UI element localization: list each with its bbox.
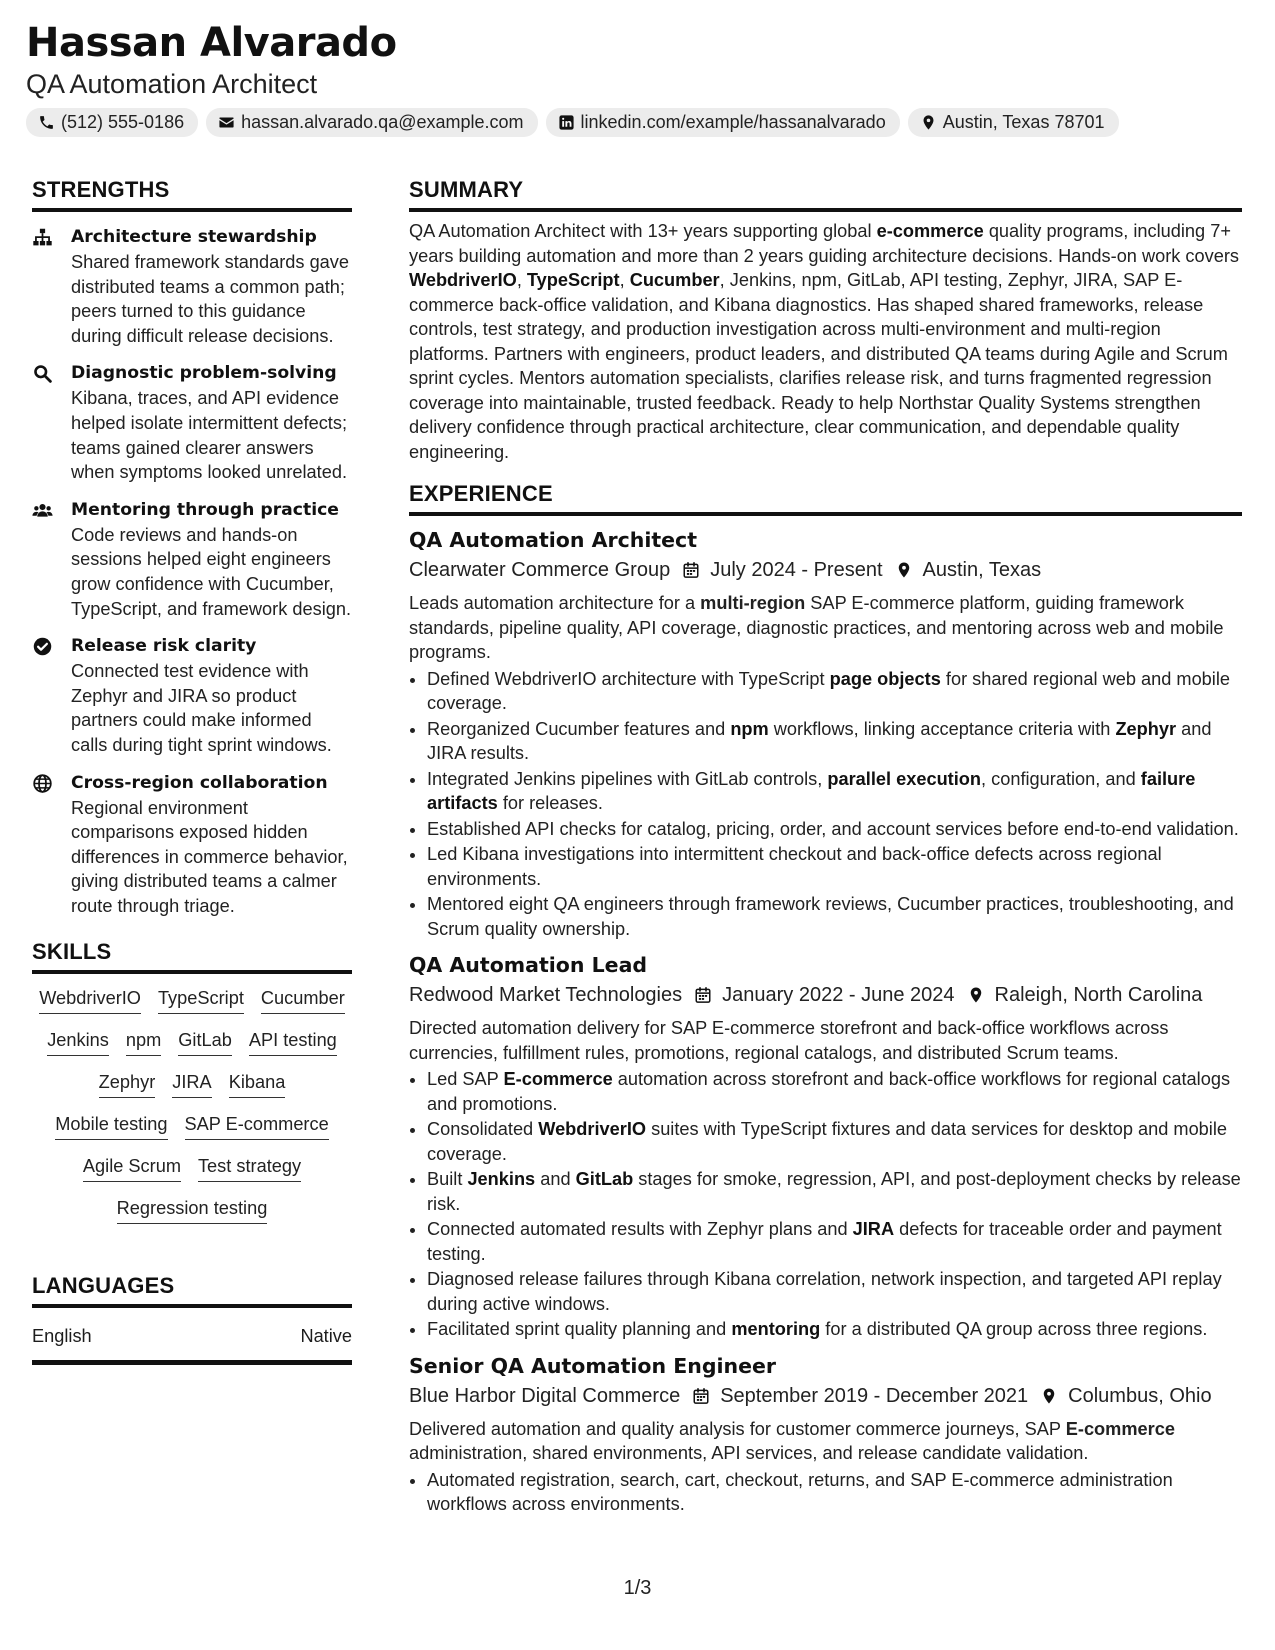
bold-text: npm	[730, 718, 769, 739]
skill-tag: Zephyr	[99, 1070, 156, 1098]
job-bullets	[409, 1067, 1242, 1342]
strength-description: Kibana, traces, and API evidence helped isolate intermittent defects; teams gained clearer answers when symptoms looked unrelated.	[71, 388, 348, 483]
job-entry	[409, 950, 1242, 1342]
location-pin-icon	[895, 561, 913, 579]
calendar-icon	[694, 986, 712, 1004]
job-company: Clearwater Commerce Group	[409, 559, 671, 581]
skills-heading: SKILLS	[32, 938, 352, 974]
job-intro	[409, 1417, 1242, 1466]
job-location: Austin, Texas	[922, 559, 1042, 581]
job-bullet	[427, 1117, 1242, 1166]
text-segment: automation across storefront and back-office workflows for regional catalogs and promotions.	[427, 1069, 1231, 1114]
bold-text: JIRA	[852, 1219, 895, 1239]
text-segment: Connected automated results with Zephyr plans and	[427, 1219, 853, 1239]
job-dates: September 2019 - December 2021	[720, 1384, 1029, 1407]
strength-description: Connected test evidence with Zephyr and JIRA so product partners could make informed calls during tight sprint windows.	[71, 661, 332, 755]
bold-text: WebdriverIO	[538, 1119, 647, 1139]
skills-section	[32, 938, 352, 1224]
text-segment: quality programs, including 7+ years building automation and more than 2 years guiding architecture decisions. Hands-on work covers	[409, 221, 1240, 266]
bold-text: Jenkins	[467, 1169, 536, 1189]
job-intro	[409, 1016, 1242, 1065]
bold-text: mentoring	[731, 1319, 821, 1339]
bold-text: multi-region	[700, 593, 806, 613]
bold-text: Cucumber	[629, 270, 720, 290]
text-segment: , Jenkins, npm, GitLab, API testing, Zephyr, JIRA, SAP E-commerce back-office validation, and Kibana diagnostics. Has shaped shared frameworks, release controls, test strategy, and production investigation across multi-environment and multi-region platforms. Partners with engineers, product leaders, and distributed QA teams during Agile and Scrum sprint cycles. Mentors automation specialists, clarifies release risk, and turns fragmented regression coverage into maintainable, trusted feedback. Ready to help Northstar Quality Systems strengthen delivery confidence through practical architecture, clear communication, and dependable quality engineering.	[409, 270, 1228, 462]
contact-linkedin[interactable]	[546, 108, 900, 137]
candidate-name: Hassan Alvarado	[26, 20, 397, 66]
linkedin-icon	[558, 114, 575, 131]
globe-icon	[32, 773, 53, 794]
text-segment: SAP E-commerce platform, guiding framework standards, pipeline quality, API coverage, diagnostic practices, and mentoring across web and mobile programs.	[409, 593, 1224, 662]
strength-item	[32, 770, 352, 919]
text-segment: Led SAP	[427, 1069, 504, 1089]
text-segment: for a distributed QA group across three regions.	[820, 1319, 1208, 1339]
location-pin-icon	[1040, 1387, 1058, 1405]
job-bullets	[409, 1468, 1242, 1517]
skill-tag: Agile Scrum	[83, 1154, 181, 1182]
bold-text: page objects	[829, 668, 941, 689]
job-location: Columbus, Ohio	[1068, 1384, 1212, 1407]
strengths-heading: STRENGTHS	[32, 176, 352, 212]
text-segment: ,	[516, 270, 527, 290]
job-bullet	[427, 717, 1242, 766]
skill-tag: Kibana	[229, 1070, 286, 1098]
strengths-list	[32, 224, 352, 918]
text-segment: QA Automation Architect with 13+ years supporting global	[409, 221, 877, 241]
job-bullet	[427, 667, 1242, 716]
text-segment: for releases.	[497, 793, 603, 813]
strength-description: Code reviews and hands-on sessions helped eight engineers grow confidence with Cucumber, TypeScript, and framework design.	[71, 524, 352, 619]
skill-tag: SAP E-commerce	[185, 1112, 329, 1140]
bold-text: TypeScript	[526, 270, 620, 290]
job-dates: January 2022 - June 2024	[722, 984, 955, 1006]
languages-heading: LANGUAGES	[32, 1272, 352, 1308]
job-bullets	[409, 667, 1242, 942]
job-location: Raleigh, North Carolina	[994, 984, 1203, 1006]
calendar-icon	[692, 1387, 710, 1405]
text-segment: administration, shared environments, API services, and release candidate validation.	[409, 1443, 1089, 1463]
text-segment: and JIRA results.	[427, 718, 1212, 763]
job-company: Redwood Market Technologies	[409, 984, 683, 1006]
job-bullet	[427, 1267, 1242, 1316]
text-segment: Integrated Jenkins pipelines with GitLab controls,	[427, 768, 828, 789]
text-segment: workflows, linking acceptance criteria with	[768, 718, 1116, 739]
job-company: Blue Harbor Digital Commerce	[409, 1384, 681, 1407]
text-segment: Built	[427, 1169, 468, 1189]
strength-description: Shared framework standards gave distributed teams a common path; peers turned to this guidance during difficult release decisions.	[71, 252, 350, 346]
strength-title: Diagnostic problem-solving	[71, 363, 337, 384]
users-icon	[32, 500, 53, 521]
skill-tag: Cucumber	[261, 986, 345, 1014]
text-segment: Established API checks for catalog, pricing, order, and account services before end-to-end validation.	[427, 818, 1239, 839]
contact-bar	[26, 108, 1256, 137]
text-segment: defects for traceable order and payment testing.	[427, 1219, 1222, 1264]
contact-email-text: hassan.alvarado.qa@example.com	[241, 112, 524, 132]
job-intro	[409, 591, 1242, 665]
job-dates: July 2024 - Present	[710, 559, 883, 581]
bold-text: E-commerce	[1065, 1418, 1175, 1439]
job-bullet	[427, 1317, 1242, 1342]
text-segment: Mentored eight QA engineers through framework reviews, Cucumber practices, troubleshooting, and Scrum quality ownership.	[427, 894, 1234, 939]
skill-tag: Regression testing	[117, 1196, 268, 1224]
bold-text: e-commerce	[876, 221, 984, 241]
page-number: 1/3	[623, 1577, 652, 1599]
resume-header	[26, 18, 1256, 137]
bold-text: WebdriverIO	[409, 270, 517, 290]
job-bullet	[427, 767, 1242, 816]
job-bullet	[427, 817, 1242, 842]
sitemap-icon	[32, 227, 53, 248]
contact-email[interactable]	[206, 108, 537, 137]
text-segment: Consolidated	[427, 1119, 539, 1139]
skill-tag: Mobile testing	[55, 1112, 167, 1140]
job-bullet	[427, 1468, 1242, 1517]
strength-title: Release risk clarity	[71, 636, 257, 657]
strength-title: Architecture stewardship	[71, 227, 317, 247]
job-bullet	[427, 1217, 1242, 1266]
job-bullet	[427, 1067, 1242, 1116]
bold-text: parallel execution	[827, 768, 982, 789]
job-meta	[409, 1381, 1242, 1411]
check-circle-icon	[32, 636, 53, 657]
experience-list	[409, 525, 1242, 1517]
text-segment: Leads automation architecture for a	[409, 593, 701, 613]
left-column	[32, 176, 352, 1365]
job-role: Senior QA Automation Engineer	[409, 1353, 777, 1378]
text-segment: Facilitated sprint quality planning and	[427, 1319, 732, 1339]
skills-list	[32, 986, 352, 1224]
job-bullet	[427, 842, 1242, 891]
skill-tag: npm	[126, 1028, 161, 1056]
bold-text: GitLab	[575, 1169, 634, 1189]
skill-tag: Test strategy	[198, 1154, 301, 1182]
contact-phone-text: (512) 555-0186	[61, 112, 185, 132]
text-segment: , configuration, and	[981, 768, 1141, 789]
phone-icon	[38, 114, 55, 131]
location-pin-icon	[967, 986, 985, 1004]
text-segment: for shared regional web and mobile coverage.	[427, 668, 1230, 713]
text-segment: Led Kibana investigations into intermittent checkout and back-office defects across regional environments.	[427, 844, 1162, 889]
text-segment: Directed automation delivery for SAP E-commerce storefront and back-office workflows across currencies, fulfillment rules, promotions, regional catalogs, and distributed Scrum teams.	[409, 1018, 1169, 1063]
text-segment: Reorganized Cucumber features and	[427, 718, 731, 739]
strength-item	[32, 360, 352, 484]
strength-title: Cross-region collaboration	[71, 772, 328, 793]
right-column	[409, 176, 1242, 1518]
contact-location-text: Austin, Texas 78701	[942, 112, 1105, 132]
contact-phone[interactable]	[26, 108, 198, 137]
languages-section	[32, 1272, 352, 1365]
text-segment: Automated registration, search, cart, checkout, returns, and SAP E-commerce administration workflows across environments.	[427, 1469, 1173, 1514]
job-entry	[409, 1351, 1242, 1517]
contact-linkedin-text: linkedin.com/example/hassanalvarado	[580, 112, 886, 132]
language-name: English	[32, 1326, 92, 1347]
bold-text: E-commerce	[503, 1069, 613, 1089]
skill-tag: API testing	[249, 1028, 337, 1056]
text-segment: ,	[619, 270, 630, 290]
location-pin-icon	[920, 114, 937, 131]
job-bullet	[427, 892, 1242, 941]
summary-text	[409, 219, 1242, 464]
language-row	[32, 1324, 352, 1365]
text-segment: Delivered automation and quality analysis for customer commerce journeys, SAP	[409, 1418, 1066, 1439]
skill-tag: GitLab	[178, 1028, 232, 1056]
candidate-title: QA Automation Architect	[26, 69, 318, 99]
job-role: QA Automation Architect	[409, 528, 698, 552]
job-bullet	[427, 1167, 1242, 1216]
text-segment: suites with TypeScript fixtures and data services for desktop and mobile coverage.	[427, 1119, 1227, 1164]
bold-text: Zephyr	[1115, 718, 1177, 739]
text-segment: Diagnosed release failures through Kibana correlation, network inspection, and targeted API replay during active windows.	[427, 1269, 1222, 1314]
text-segment: stages for smoke, regression, API, and post-deployment checks by release risk.	[427, 1169, 1241, 1214]
experience-section	[409, 480, 1242, 1517]
job-role: QA Automation Lead	[409, 953, 648, 977]
text-segment: Defined WebdriverIO architecture with TypeScript	[427, 668, 830, 689]
skill-tag: Jenkins	[47, 1028, 109, 1056]
search-icon	[32, 363, 53, 384]
envelope-icon	[218, 114, 235, 131]
contact-location	[908, 108, 1119, 137]
skill-tag: TypeScript	[158, 986, 244, 1014]
experience-heading: EXPERIENCE	[409, 480, 1242, 516]
text-segment: and	[535, 1169, 576, 1189]
strength-item	[32, 497, 352, 621]
job-meta	[409, 980, 1242, 1010]
skill-tag: JIRA	[172, 1070, 211, 1098]
skill-tag: WebdriverIO	[39, 986, 141, 1014]
summary-heading: SUMMARY	[409, 176, 1242, 212]
job-meta	[409, 555, 1242, 585]
strength-item	[32, 633, 352, 757]
calendar-icon	[682, 561, 700, 579]
bold-text: failure artifacts	[427, 768, 1196, 813]
language-level: Native	[300, 1326, 352, 1347]
job-entry	[409, 525, 1242, 941]
strength-description: Regional environment comparisons exposed hidden differences in commerce behavior, giving distributed teams a calmer route through triage.	[71, 797, 348, 916]
strength-title: Mentoring through practice	[71, 499, 339, 520]
strength-item	[32, 224, 352, 348]
